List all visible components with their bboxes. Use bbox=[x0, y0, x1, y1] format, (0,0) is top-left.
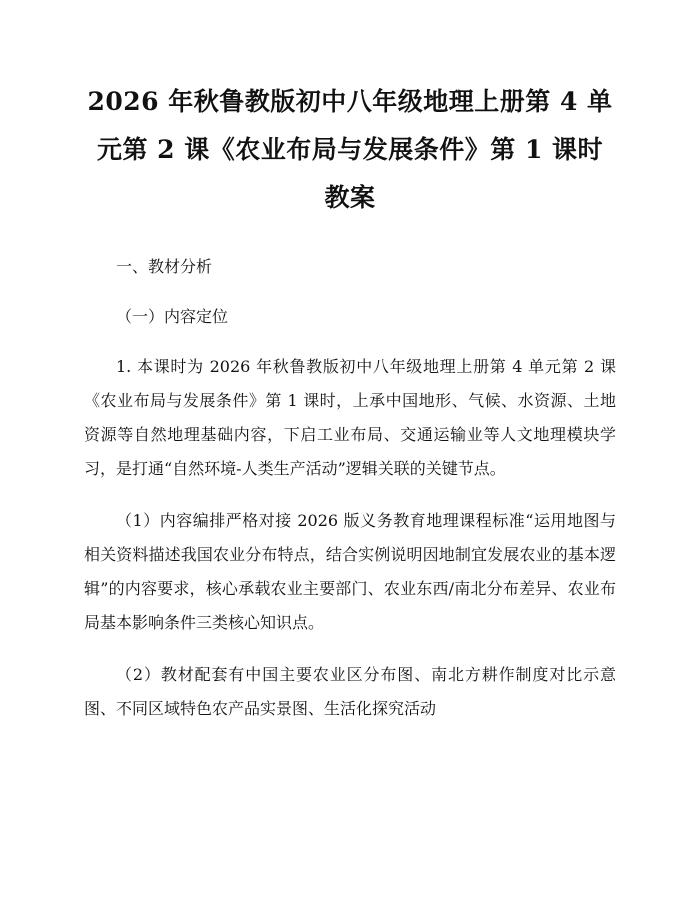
paragraph-3: （2）教材配套有中国主要农业区分布图、南北方耕作制度对比示意图、不同区域特色农产品实景图、生活化探究活动 bbox=[84, 665, 616, 718]
title-line-1: 2026 年秋鲁教版初中八年级地理上册第 4 单 bbox=[87, 87, 613, 116]
subsection-heading-content-positioning: （一）内容定位 bbox=[116, 307, 229, 326]
document-title bbox=[84, 78, 616, 222]
paragraph-2: （1）内容编排严格对接 2026 版义务教育地理课程标准“运用地图与相关资料描述我国农业分布特点，结合实例说明因地制宜发展农业的基本逻辑”的内容要求，核心承载农业主要部门、农业东西/南北分布差异、农业布局基本影响条件三类核心知识点。 bbox=[84, 511, 616, 632]
section-heading-textbook-analysis: 一、教材分析 bbox=[116, 257, 213, 276]
title-line-3: 教案 bbox=[324, 183, 376, 212]
paragraph-1: 1. 本课时为 2026 年秋鲁教版初中八年级地理上册第 4 单元第 2 课《农业布局与发展条件》第 1 课时，上承中国地形、气候、水资源、土地资源等自然地理基础内容，下启工业布局、交通运输业等人文地理模块学习，是打通“自然环境-人类生产活动”逻辑关联的关键节点。 bbox=[84, 357, 616, 478]
title-line-2: 元第 2 课《农业布局与发展条件》第 1 课时 bbox=[96, 135, 604, 164]
